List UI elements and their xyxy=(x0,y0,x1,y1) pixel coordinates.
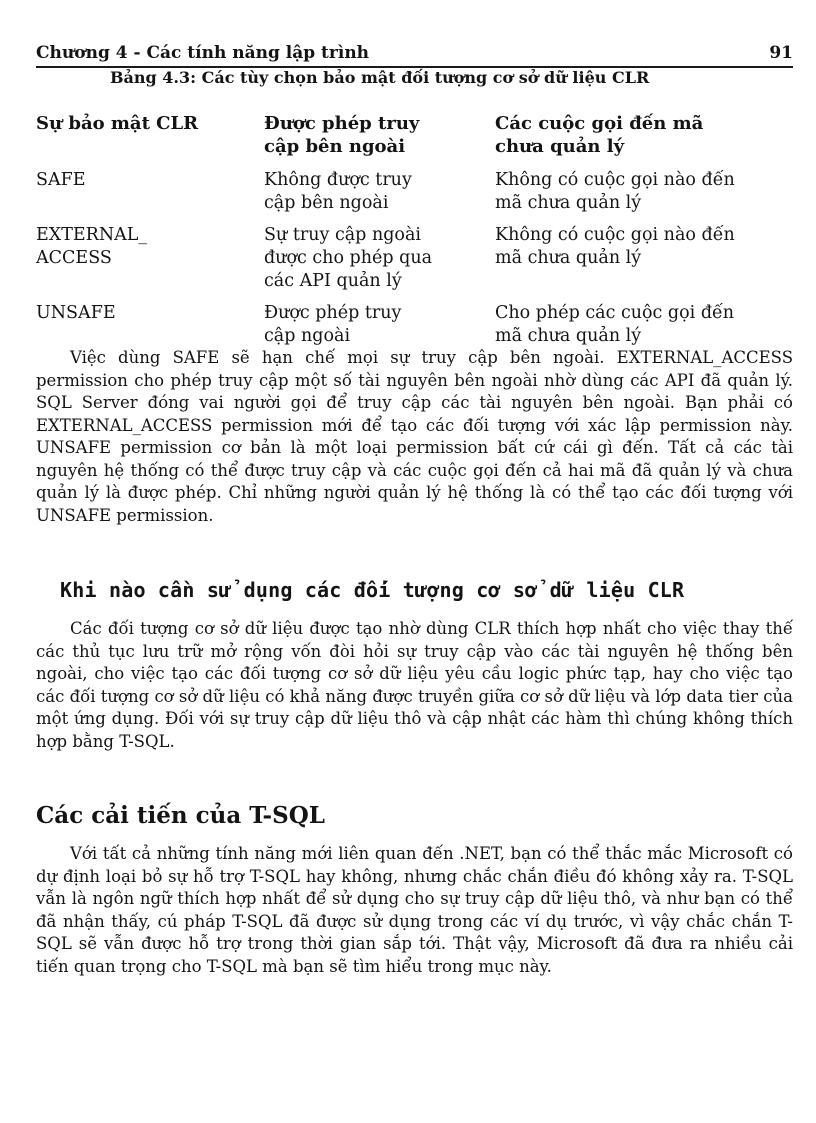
table-cell: Sự truy cập ngoài được cho phép qua các API quản lý xyxy=(264,225,433,291)
header-clr-security: Sự bảo mật CLR xyxy=(36,113,199,134)
table-cell: SAFE xyxy=(36,170,86,190)
body-paragraph-clr-usage: Các đối tượng cơ sở dữ liệu được tạo nhờ dùng CLR thích hợp nhất cho việc thay thế các thủ tục lưu trữ mở rộng vốn đòi hỏi sự truy cập vào các tài nguyên hệ thống bên ngoài, cho việc tạo các đối tượng cơ sở dữ liệu yêu cầu logic phức tạp, hay cho việc tạo các đối tượng cơ sở dữ liệu có khả năng được truyền giữa cơ sở dữ liệu và lớp data tier của một ứng dụng. Đối với sự truy cập dữ liệu thô và cập nhật các hàm thì chúng không thích hợp bằng T-SQL. xyxy=(36,619,793,751)
body-paragraph-tsql: Với tất cả những tính năng mới liên quan đến .NET, bạn có thể thắc mắc Microsoft có dự định loại bỏ sự hỗ trợ T-SQL hay không, nhưng chắc chắn điều đó không xảy ra. T-SQL vẫn là ngôn ngữ thích hợp nhất để sử dụng cho sự truy cập dữ liệu thô, và như bạn có thể đã nhận thấy, cú pháp T-SQL đã được sử dụng trong các ví dụ trước, vì vậy chắc chắn T-SQL sẽ vẫn được hỗ trợ trong thời gian sắp tới. Thật vậy, Microsoft đã đưa ra nhiều cải tiến quan trọng cho T-SQL mà bạn sẽ tìm hiểu trong mục này. xyxy=(36,844,793,976)
body-paragraph-permissions: Việc dùng SAFE sẽ hạn chế mọi sự truy cập bên ngoài. EXTERNAL_ACCESS permission cho phép truy cập một số tài nguyên bên ngoài nhờ dùng các API đã quản lý. SQL Server đóng vai người gọi để truy cập các tài nguyên bên ngoài. Bạn phải có EXTERNAL_ACCESS permission mới để tạo các đối tượng với xác lập permission này. UNSAFE permission cơ bản là một loại permission bất cứ cái gì đến. Tất cả các tài nguyên hệ thống có thể được truy cập và các cuộc gọi đến cả hai mã đã quản lý và chưa quản lý là được phép. Chỉ những người quản lý hệ thống là có thể tạo các đối tượng với UNSAFE permission. xyxy=(36,348,793,525)
running-header xyxy=(36,38,793,68)
table-cell: Cho phép các cuộc gọi đến mã chưa quản lý xyxy=(495,303,735,346)
header-external-access: Được phép truy cập bên ngoài xyxy=(264,113,420,157)
chapter-title: Chương 4 - Các tính năng lập trình xyxy=(36,43,370,63)
table-cell: Được phép truy cập ngoài xyxy=(264,303,402,346)
table-cell: UNSAFE xyxy=(36,303,116,323)
section-heading-when-to-use-clr: Khi nào cần sử dụng các đối tượng cơ sở dữ liệu CLR xyxy=(60,578,685,602)
table-cell: Không có cuộc gọi nào đến mã chưa quản lý xyxy=(495,170,735,213)
header-unmanaged-calls: Các cuộc gọi đến mã chưa quản lý xyxy=(495,113,704,157)
table-cell: EXTERNAL_ ACCESS xyxy=(36,225,148,268)
table-cell: Không có cuộc gọi nào đến mã chưa quản lý xyxy=(495,225,735,268)
table-cell: Không được truy cập bên ngoài xyxy=(264,170,412,213)
page-number: 91 xyxy=(769,43,793,63)
section-heading-tsql-enhancements: Các cải tiến của T-SQL xyxy=(36,802,325,829)
clr-security-table xyxy=(36,112,793,357)
table-row xyxy=(36,224,793,302)
table-row xyxy=(36,169,793,224)
table-header-row xyxy=(36,112,793,169)
table-caption: Bảng 4.3: Các tùy chọn bảo mật đối tượng cơ sở dữ liệu CLR xyxy=(110,68,650,87)
